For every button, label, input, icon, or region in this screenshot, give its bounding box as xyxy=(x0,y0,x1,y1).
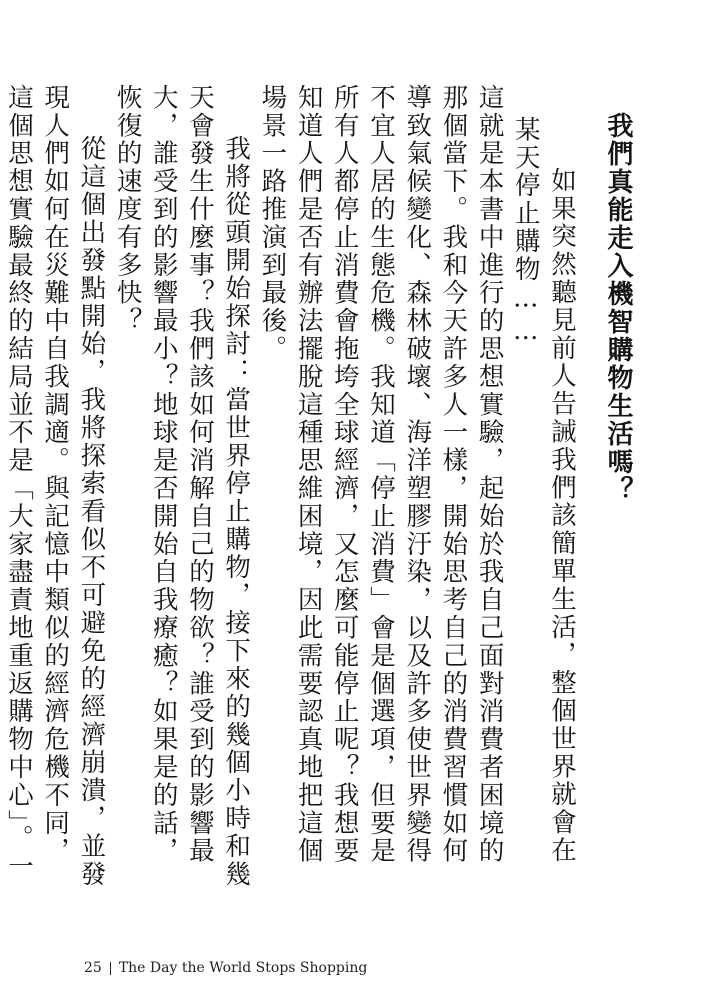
paragraph-4: 從這個出發點開始，我將探索看似不可避免的經濟崩潰，並發現人們如何在災難中自我調適。與記憶中類似的經濟危機不同，這個思想實驗最終的結局並不是「大家盡責地重返購物中心」。一 xyxy=(3,84,107,889)
page-number: 25 xyxy=(84,960,102,976)
paragraph-1: 如果突然聽見前人告誡我們該簡單生活，整個世界就會在某天停止購物…… xyxy=(510,116,577,865)
page-footer xyxy=(84,958,367,978)
paragraph-2: 這就是本書中進行的思想實驗，起始於我自己面對消費者困境的那個當下。我和今天許多人一樣，開始思考自己的消費習慣如何導致氣候變化、森林破壞、海洋塑膠汙染，以及許多使世界變得不宜人居的生態危機。我知道「停止消費」會是個選項，但要是所有人都停止消費會拖垮全球經濟，又怎麼可能停止呢？我想要知道人們是否有辦法擺脫這種思維困境，因此需要認真地把這個場景一路推演到最後。 xyxy=(257,84,505,866)
section-heading: 我們真能走入機智購物生活嗎？ xyxy=(603,112,633,504)
running-title: The Day the World Stops Shopping xyxy=(118,960,368,976)
paragraph-3: 我將從頭開始探討：當世界停止購物，接下來的幾個小時和幾天會發生什麼事？我們該如何消解自己的物欲？誰受到的影響最大，誰受到的影響最小？地球是否開始自我療癒？如果是的話，恢復的速度有多快？ xyxy=(112,84,252,889)
vertical-text-block xyxy=(3,84,634,892)
footer-separator xyxy=(110,962,111,975)
